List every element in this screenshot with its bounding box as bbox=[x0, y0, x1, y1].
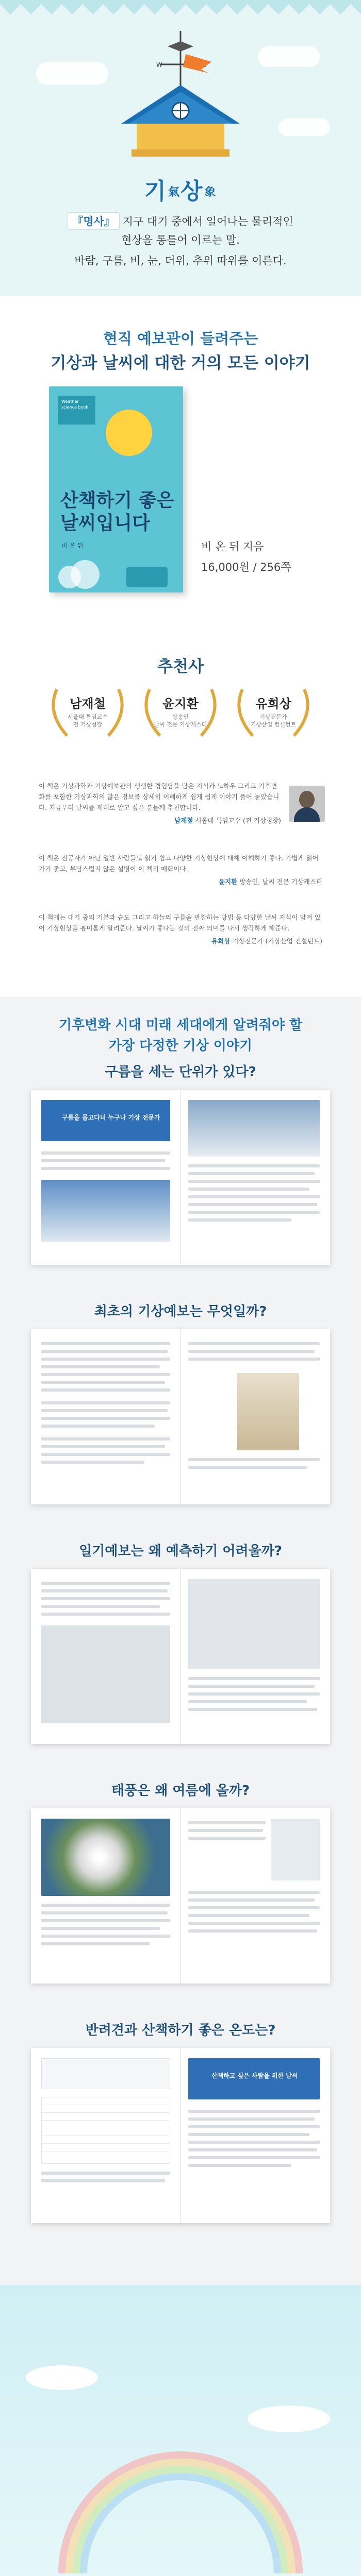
quote-signature-role: 방송인, 날씨 전문 기상캐스터 bbox=[237, 878, 322, 886]
chapter-title: 일기예보는 왜 예측하기 어려울까? bbox=[79, 1544, 282, 1559]
book-cover bbox=[49, 386, 183, 592]
cover-title-line2: 날씨입니다 bbox=[60, 513, 150, 534]
recommender-role: 서울대 특임교수 전 기상청장 bbox=[68, 714, 108, 728]
recommender-name: 남재철 bbox=[70, 697, 106, 711]
book-spread bbox=[31, 1090, 330, 1265]
closing-section bbox=[0, 2285, 361, 2576]
cloud-icon bbox=[258, 46, 320, 67]
rainbow-field-illustration bbox=[0, 2285, 361, 2576]
hero-title-hanja1: 氣 bbox=[168, 185, 179, 199]
chapter-title: 반려견과 산책하기 좋은 온도는? bbox=[85, 2023, 276, 2038]
cloud-photo bbox=[188, 1100, 320, 1157]
spread-title-text: 산책하고 싶은 사람을 위한 날씨 bbox=[211, 2072, 298, 2079]
cover-tag: Weather science book bbox=[58, 396, 95, 425]
recommend-quote-2 bbox=[39, 853, 322, 887]
hero-line1-text: 지구 대기 중에서 일어나는 물리적인 bbox=[122, 215, 293, 228]
svg-text:W: W bbox=[156, 61, 162, 69]
recommend-quote-1 bbox=[39, 781, 281, 826]
spread-title-text: 구름을 몰고다녀 누구나 기상 전문가 bbox=[62, 1114, 160, 1121]
cover-author: 비 온 뒤 bbox=[61, 542, 84, 549]
quote-signature-role: 서울대 특임교수 (전 기상청장) bbox=[193, 817, 281, 824]
chapter-title: 태풍은 왜 여름에 올까? bbox=[111, 1783, 250, 1799]
chapter-title: 구름을 세는 단위가 있다? bbox=[105, 1064, 256, 1080]
recommender-card bbox=[46, 684, 129, 743]
hero-definition-line1 bbox=[0, 212, 361, 230]
part-of-speech-chip: 『명사』 bbox=[68, 212, 120, 230]
chart-image bbox=[41, 2058, 170, 2089]
quote-signature: 남재철 bbox=[174, 817, 193, 824]
table-image bbox=[41, 2097, 170, 2164]
weathervane-house-illustration bbox=[111, 26, 250, 160]
recommender-cards bbox=[46, 684, 315, 772]
contents-heading-line2: 가장 다정한 기상 이야기 bbox=[108, 1038, 253, 1054]
book-heading-1: 현직 예보관이 들려주는 bbox=[103, 330, 258, 347]
hero-title-part2: 상 bbox=[180, 178, 204, 205]
weather-map-image bbox=[41, 1625, 170, 1723]
recommend-heading: 추천사 bbox=[157, 657, 204, 676]
quote-text: 이 책은 전공자가 아닌 일반 사람들도 읽기 쉽고 다양한 기상현상에 대해 이해하기 좋다. 가볍게 읽어가기 좋고, 부담스럽지 않은 설명이 이 책의 매력이다. bbox=[39, 854, 319, 873]
book-spread bbox=[31, 1329, 330, 1504]
recommender-name: 유희상 bbox=[255, 697, 291, 711]
quote-signature: 윤지환 bbox=[218, 878, 238, 886]
hero-title bbox=[0, 173, 361, 206]
typhoon-track-map bbox=[271, 1819, 320, 1880]
contents-section bbox=[0, 997, 361, 2285]
cloud-icon bbox=[278, 118, 330, 136]
cover-decoration bbox=[49, 551, 183, 592]
contents-heading bbox=[0, 1015, 361, 1056]
cloud-photo bbox=[41, 1180, 170, 1242]
sun-icon bbox=[106, 410, 152, 456]
quote-text: 이 책에는 대기 중의 기본과 습도 그리고 하늘의 구름을 관찰하는 방법 등 다양한 날씨 지식이 담겨 있어 기상현상을 흥미롭게 알려준다. 날씨가 좋다는 것의 진짜 의미를 다시 생각하게 해준다. bbox=[39, 913, 321, 932]
recommend-quote-3 bbox=[39, 912, 322, 946]
hero-title-hanja2: 象 bbox=[204, 185, 216, 199]
cover-title-line1: 산책하기 좋은 bbox=[60, 490, 175, 511]
book-spread bbox=[31, 2048, 330, 2223]
hero-section bbox=[0, 0, 361, 296]
book-meta bbox=[201, 538, 291, 574]
laurel-icon bbox=[232, 684, 315, 741]
book-price: 16,000원 / 256쪽 bbox=[201, 561, 291, 573]
chapter-title: 최초의 기상예보는 무엇일까? bbox=[94, 1304, 267, 1319]
book-heading-2: 기상과 날씨에 대한 거의 모든 이야기 bbox=[51, 354, 310, 372]
recommend-section bbox=[0, 649, 361, 997]
typhoon-satellite-image bbox=[41, 1819, 170, 1896]
contents-heading-line1: 기후변화 시대 미래 세대에게 알려줘야 할 bbox=[58, 1018, 303, 1033]
recommender-role: 기상전문가 기상산업 컨설턴트 bbox=[250, 714, 297, 728]
quote-signature-role: 기상전문가 (기상산업 컨설턴트) bbox=[230, 937, 322, 945]
quote-text: 이 책은 기상과학과 기상예보관의 생생한 경험담을 담은 지식과 노하우 그리고 기후변화를 포함한 기상과학의 많은 정보를 상세히 이해하게 쉽게 쉽게 이야기 풀어 놓았습니다. 지금부터 날씨를 제대로 알고 싶은 분들께 추천합니다. bbox=[39, 782, 280, 811]
hero-definition-line3: 바람, 구름, 비, 눈, 더위, 추위 따위를 이른다. bbox=[74, 255, 287, 267]
book-spread bbox=[31, 1808, 330, 1984]
recommender-card bbox=[139, 684, 222, 743]
hero-definition-line2: 현상을 통틀어 이르는 말. bbox=[121, 234, 240, 246]
recommender-card bbox=[232, 684, 315, 743]
weather-map-image bbox=[188, 1579, 320, 1669]
book-author: 비 온 뒤 지음 bbox=[201, 540, 264, 553]
quote-signature: 유희상 bbox=[211, 937, 231, 945]
cloud-icon bbox=[36, 62, 108, 85]
portrait-illustration bbox=[237, 1373, 299, 1450]
recommender-photo bbox=[289, 786, 325, 822]
book-section bbox=[0, 296, 361, 649]
laurel-icon bbox=[139, 684, 222, 741]
cover-title bbox=[60, 489, 174, 535]
laurel-icon bbox=[46, 684, 129, 741]
recommender-name: 윤지환 bbox=[162, 697, 199, 711]
recommender-role: 방송인 날씨 전문 기상캐스터 bbox=[154, 714, 207, 728]
hero-title-part1: 기 bbox=[144, 178, 167, 205]
book-spread bbox=[31, 1569, 330, 1744]
